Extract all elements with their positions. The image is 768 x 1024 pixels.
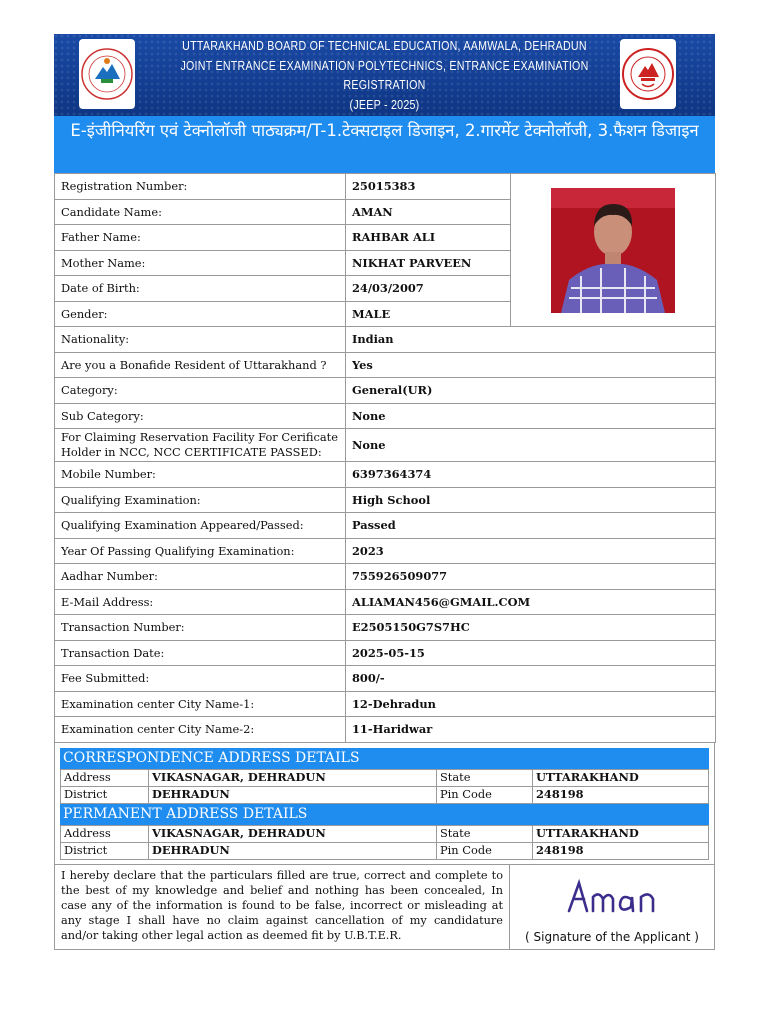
field-label: E-Mail Address: [55,589,346,615]
field-value: NIKHAT PARVEEN [346,250,511,276]
field-value: High School [346,487,716,513]
field-label: For Claiming Reservation Facility For Cerificate Holder in NCC, NCC CERTIFICATE PASSED: [55,429,346,462]
field-value: ALIAMAN456@GMAIL.COM [346,589,716,615]
district-label: District [61,786,149,803]
field-value: Indian [346,327,716,353]
field-label: Aadhar Number: [55,564,346,590]
candidate-details-table [54,173,716,743]
table-row [55,378,716,404]
declaration-text: I hereby declare that the particulars filled are true, correct and complete to the best of my knowledge and belief and nothing has been concealed, In case any of the information is found to be false, incorrect or misleading at any stage I shall have no claim against cancellation of my candidature and/or taking other legal action as deemed fit by U.B.T.E.R. [55,865,510,949]
header-line-2: JOINT ENTRANCE EXAMINATION POLYTECHNICS, ENTRANCE EXAMINATION [180,57,589,73]
table-row [55,462,716,488]
table-row [55,615,716,641]
signature-box [510,865,714,949]
field-value: 12-Dehradun [346,691,716,717]
field-value: None [346,429,716,462]
table-row [55,640,716,666]
field-value: 2025-05-15 [346,640,716,666]
field-label: Are you a Bonafide Resident of Uttarakhand ? [55,352,346,378]
field-value: Passed [346,513,716,539]
field-label: Candidate Name: [55,199,346,225]
field-label: Qualifying Examination Appeared/Passed: [55,513,346,539]
pin-code-label: Pin Code [437,842,533,859]
address-section [54,743,715,865]
field-value: General(UR) [346,378,716,404]
field-label: Year Of Passing Qualifying Examination: [55,538,346,564]
table-row [55,513,716,539]
state-value: UTTARAKHAND [533,825,709,842]
field-label: Examination center City Name-2: [55,717,346,743]
field-label: Gender: [55,301,346,327]
applicant-signature-image [565,877,675,917]
registration-form [54,34,715,950]
table-row [55,352,716,378]
table-row [55,327,716,353]
field-value: 11-Haridwar [346,717,716,743]
table-row [55,717,716,743]
field-label: Transaction Number: [55,615,346,641]
district-value: DEHRADUN [149,786,437,803]
header-line-3: REGISTRATION [343,77,426,92]
table-row [61,842,709,859]
correspondence-address-title: CORRESPONDENCE ADDRESS DETAILS [60,748,709,769]
table-row [55,174,716,200]
state-value: UTTARAKHAND [533,769,709,786]
header-banner [54,34,715,116]
candidate-photo-cell [511,174,716,327]
field-value: 800/- [346,666,716,692]
field-value: MALE [346,301,511,327]
field-label: Nationality: [55,327,346,353]
field-value: RAHBAR ALI [346,225,511,251]
candidate-photo [551,188,675,313]
address-value: VIKASNAGAR, DEHRADUN [149,825,437,842]
table-row [55,403,716,429]
field-value: AMAN [346,199,511,225]
field-value: 755926509077 [346,564,716,590]
field-label: Father Name: [55,225,346,251]
table-row [61,786,709,803]
course-title: E-इंजीनियरिंग एवं टेक्नोलॉजी पाठ्यक्रम/T-1.टेक्सटाइल डिजाइन, 2.गारमेंट टेक्नोलॉजी, 3.फैशन डिजाइन [54,116,715,173]
table-row [55,429,716,462]
field-label: Category: [55,378,346,404]
state-label: State [437,769,533,786]
field-value: None [346,403,716,429]
field-label: Transaction Date: [55,640,346,666]
ubter-board-seal-logo [620,39,676,109]
table-row [55,666,716,692]
field-label: Fee Submitted: [55,666,346,692]
district-label: District [61,842,149,859]
address-value: VIKASNAGAR, DEHRADUN [149,769,437,786]
field-value: E2505150G7S7HC [346,615,716,641]
field-label: Mother Name: [55,250,346,276]
header-line-4: (JEEP - 2025) [349,96,420,112]
table-row [55,538,716,564]
permanent-address-title: PERMANENT ADDRESS DETAILS [60,804,709,825]
field-label: Registration Number: [55,174,346,200]
table-row [55,589,716,615]
pin-code-value: 248198 [533,842,709,859]
pin-code-value: 248198 [533,786,709,803]
permanent-address-table [60,825,709,860]
field-label: Mobile Number: [55,462,346,488]
district-value: DEHRADUN [149,842,437,859]
address-label: Address [61,769,149,786]
field-value: 24/03/2007 [346,276,511,302]
correspondence-address-table [60,769,709,804]
field-label: Examination center City Name-1: [55,691,346,717]
field-label: Sub Category: [55,403,346,429]
field-value: 2023 [346,538,716,564]
address-label: Address [61,825,149,842]
field-label: Date of Birth: [55,276,346,302]
table-row [55,487,716,513]
state-label: State [437,825,533,842]
field-value: 25015383 [346,174,511,200]
table-row [61,825,709,842]
table-row [61,769,709,786]
field-value: Yes [346,352,716,378]
table-row [55,691,716,717]
header-line-1: UTTARAKHAND BOARD OF TECHNICAL EDUCATION, AAMWALA, DEHRADUN [182,38,587,53]
field-label: Qualifying Examination: [55,487,346,513]
pin-code-label: Pin Code [437,786,533,803]
declaration-section [54,865,715,950]
signature-caption: ( Signature of the Applicant ) [525,929,699,944]
field-value: 6397364374 [346,462,716,488]
table-row [55,564,716,590]
